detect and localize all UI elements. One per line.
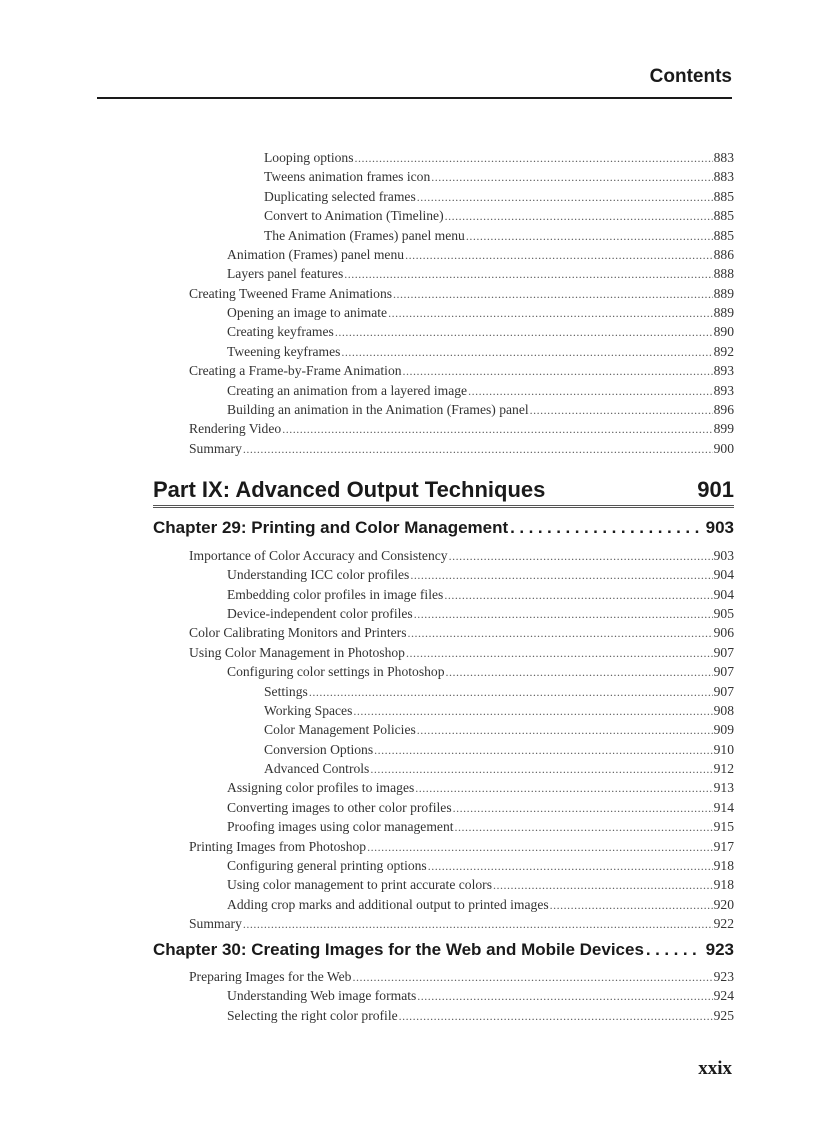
toc-entry-title: Looping options bbox=[264, 150, 354, 165]
toc-entry-title: Embedding color profiles in image files bbox=[227, 587, 444, 602]
toc-entry[interactable] bbox=[0, 914, 734, 934]
toc-entry[interactable] bbox=[0, 284, 734, 304]
toc-entry[interactable] bbox=[0, 264, 734, 284]
toc-entry-page: 920 bbox=[713, 897, 734, 912]
toc-entry[interactable] bbox=[0, 167, 734, 187]
toc-entry[interactable] bbox=[0, 342, 734, 362]
dot-leader bbox=[530, 401, 713, 420]
toc-entry-page: 889 bbox=[713, 305, 734, 320]
toc-entry[interactable] bbox=[0, 643, 734, 663]
dot-leader bbox=[374, 741, 712, 760]
toc-entry-page: 924 bbox=[713, 988, 734, 1003]
toc-entry-title: Color Calibrating Monitors and Printers bbox=[189, 625, 407, 640]
toc-entry-title: Summary bbox=[189, 916, 242, 931]
toc-entry-title: Understanding Web image formats bbox=[227, 988, 417, 1003]
toc-entry-title: Color Management Policies bbox=[264, 722, 416, 737]
toc-entry[interactable] bbox=[0, 565, 734, 585]
toc-entry[interactable] bbox=[0, 439, 734, 459]
toc-entry-title: Adding crop marks and additional output to printed images bbox=[227, 897, 549, 912]
dot-leader bbox=[414, 605, 713, 624]
part-rule bbox=[153, 505, 734, 508]
toc-entry-title: Configuring color settings in Photoshop bbox=[227, 664, 445, 679]
toc-entry[interactable] bbox=[0, 759, 734, 779]
toc-entry-title: Tweening keyframes bbox=[227, 344, 341, 359]
chapter-heading[interactable] bbox=[153, 518, 734, 538]
dot-leader bbox=[444, 586, 712, 605]
dot-leader bbox=[406, 644, 713, 663]
toc-entry-page: 922 bbox=[713, 916, 734, 931]
toc-entry[interactable] bbox=[0, 419, 734, 439]
toc-entry[interactable] bbox=[0, 856, 734, 876]
toc-entry[interactable] bbox=[0, 361, 734, 381]
toc-entry[interactable] bbox=[0, 187, 734, 207]
toc-entry-title: Building an animation in the Animation (Frames) panel bbox=[227, 402, 529, 417]
toc-entry-page: 892 bbox=[713, 344, 734, 359]
chapter-title: Chapter 30: Creating Images for the Web and Mobile Devices bbox=[153, 940, 644, 959]
dot-leader bbox=[405, 246, 713, 265]
toc-entry-title: Tweens animation frames icon bbox=[264, 169, 431, 184]
toc-entry-page: 890 bbox=[713, 324, 734, 339]
dot-leader bbox=[341, 343, 712, 362]
page-folio: xxix bbox=[698, 1058, 732, 1079]
dot-leader bbox=[282, 420, 712, 439]
dot-leader bbox=[388, 304, 713, 323]
part-title: Part IX: Advanced Output Techniques bbox=[153, 477, 546, 502]
toc-entry-title: Rendering Video bbox=[189, 421, 282, 436]
dot-leader bbox=[410, 566, 712, 585]
toc-entry-page: 899 bbox=[713, 421, 734, 436]
dot-leader bbox=[309, 683, 713, 702]
dot-leader bbox=[646, 940, 702, 960]
toc-entry-page: 908 bbox=[713, 703, 734, 718]
toc-entry[interactable] bbox=[0, 720, 734, 740]
toc-entry[interactable] bbox=[0, 798, 734, 818]
toc-entry-page: 903 bbox=[713, 548, 734, 563]
toc-entry-title: Summary bbox=[189, 441, 242, 456]
toc-entry[interactable] bbox=[0, 682, 734, 702]
toc-entry-page: 907 bbox=[713, 664, 734, 679]
chapter-page: 903 bbox=[705, 518, 734, 537]
dot-leader bbox=[445, 207, 713, 226]
toc-entry-title: Creating keyframes bbox=[227, 324, 334, 339]
dot-leader bbox=[367, 838, 713, 857]
toc-entry-title: Working Spaces bbox=[264, 703, 353, 718]
toc-entry[interactable] bbox=[0, 778, 734, 798]
toc-entry[interactable] bbox=[0, 837, 734, 857]
dot-leader bbox=[417, 721, 713, 740]
toc-entry[interactable] bbox=[0, 148, 734, 168]
toc-entry-title: Proofing images using color management bbox=[227, 819, 454, 834]
toc-entry-title: Convert to Animation (Timeline) bbox=[264, 208, 444, 223]
toc-entry-page: 907 bbox=[713, 645, 734, 660]
toc-entry-page: 923 bbox=[713, 969, 734, 984]
toc-entry-title: The Animation (Frames) panel menu bbox=[264, 228, 465, 243]
toc-entry[interactable] bbox=[0, 817, 734, 837]
toc-entry-page: 888 bbox=[713, 266, 734, 281]
toc-entry-page: 925 bbox=[713, 1008, 734, 1023]
toc-entry-page: 913 bbox=[713, 780, 734, 795]
toc-entry-page: 883 bbox=[713, 169, 734, 184]
toc-entry-title: Animation (Frames) panel menu bbox=[227, 247, 405, 262]
toc-entry-page: 885 bbox=[713, 189, 734, 204]
toc-entry[interactable] bbox=[0, 1006, 734, 1026]
part-heading[interactable] bbox=[153, 477, 734, 503]
toc-entry-title: Understanding ICC color profiles bbox=[227, 567, 410, 582]
dot-leader bbox=[493, 876, 713, 895]
toc-entry-title: Using color management to print accurate colors bbox=[227, 877, 492, 892]
toc-entry-title: Using Color Management in Photoshop bbox=[189, 645, 405, 660]
dot-leader bbox=[449, 547, 713, 566]
dot-leader bbox=[415, 779, 712, 798]
dot-leader bbox=[393, 285, 713, 304]
toc-entry-page: 909 bbox=[713, 722, 734, 737]
toc-entry[interactable] bbox=[0, 895, 734, 915]
toc-entry-title: Creating Tweened Frame Animations bbox=[189, 286, 393, 301]
toc-entry-title: Converting images to other color profiles bbox=[227, 800, 452, 815]
dot-leader bbox=[428, 857, 713, 876]
toc-entry-page: 896 bbox=[713, 402, 734, 417]
dot-leader bbox=[399, 1007, 713, 1026]
toc-entry-title: Creating an animation from a layered image bbox=[227, 383, 468, 398]
dot-leader bbox=[550, 896, 713, 915]
toc-entry-page: 885 bbox=[713, 228, 734, 243]
toc-entry[interactable] bbox=[0, 986, 734, 1006]
dot-leader bbox=[417, 188, 713, 207]
chapter-heading[interactable] bbox=[153, 940, 734, 960]
toc-entry-page: 904 bbox=[713, 567, 734, 582]
dot-leader bbox=[353, 702, 712, 721]
dot-leader bbox=[355, 149, 713, 168]
toc-entry-title: Creating a Frame-by-Frame Animation bbox=[189, 363, 402, 378]
dot-leader bbox=[335, 323, 713, 342]
dot-leader bbox=[243, 915, 713, 934]
toc-entry-title: Preparing Images for the Web bbox=[189, 969, 352, 984]
toc-entry-page: 918 bbox=[713, 858, 734, 873]
toc-entry-title: Printing Images from Photoshop bbox=[189, 839, 367, 854]
toc-entry-title: Advanced Controls bbox=[264, 761, 370, 776]
toc-entry-title: Assigning color profiles to images bbox=[227, 780, 415, 795]
toc-entry-title: Selecting the right color profile bbox=[227, 1008, 398, 1023]
toc-entry-page: 900 bbox=[713, 441, 734, 456]
toc-entry[interactable] bbox=[0, 400, 734, 420]
dot-leader bbox=[468, 382, 713, 401]
toc-entry-title: Opening an image to animate bbox=[227, 305, 388, 320]
toc-entry[interactable] bbox=[0, 322, 734, 342]
toc-entry[interactable] bbox=[0, 967, 734, 987]
toc-entry-page: 893 bbox=[713, 363, 734, 378]
toc-entry[interactable] bbox=[0, 701, 734, 721]
toc-entry[interactable] bbox=[0, 226, 734, 246]
toc-entry-title: Settings bbox=[264, 684, 308, 699]
dot-leader bbox=[466, 227, 713, 246]
toc-entry[interactable] bbox=[0, 381, 734, 401]
toc-entry-title: Configuring general printing options bbox=[227, 858, 427, 873]
toc-entry-page: 910 bbox=[713, 742, 734, 757]
dot-leader bbox=[431, 168, 712, 187]
dot-leader bbox=[370, 760, 712, 779]
dot-leader bbox=[417, 987, 712, 1006]
dot-leader bbox=[352, 968, 712, 987]
dot-leader bbox=[403, 362, 713, 381]
chapter-page: 923 bbox=[705, 940, 734, 959]
toc-entry[interactable] bbox=[0, 585, 734, 605]
toc-entry-page: 889 bbox=[713, 286, 734, 301]
toc-entry[interactable] bbox=[0, 875, 734, 895]
toc-entry[interactable] bbox=[0, 303, 734, 323]
toc-entry-page: 906 bbox=[713, 625, 734, 640]
toc-entry[interactable] bbox=[0, 623, 734, 643]
toc-entry[interactable] bbox=[0, 245, 734, 265]
running-head-title: Contents bbox=[649, 66, 732, 87]
dot-leader bbox=[510, 518, 701, 538]
toc-entry[interactable] bbox=[0, 604, 734, 624]
toc-entry-page: 918 bbox=[713, 877, 734, 892]
toc-entry-page: 893 bbox=[713, 383, 734, 398]
toc-entry[interactable] bbox=[0, 662, 734, 682]
toc-entry-title: Importance of Color Accuracy and Consistency bbox=[189, 548, 448, 563]
toc-entry-title: Layers panel features bbox=[227, 266, 344, 281]
dot-leader bbox=[407, 624, 712, 643]
part-page: 901 bbox=[697, 477, 734, 502]
toc-entry-page: 907 bbox=[713, 684, 734, 699]
toc-entry[interactable] bbox=[0, 546, 734, 566]
toc-entry-title: Duplicating selected frames bbox=[264, 189, 416, 204]
toc-entry-page: 912 bbox=[713, 761, 734, 776]
toc-entry-title: Conversion Options bbox=[264, 742, 374, 757]
toc-entry-page: 914 bbox=[713, 800, 734, 815]
toc-entry-page: 886 bbox=[713, 247, 734, 262]
dot-leader bbox=[446, 663, 713, 682]
toc-entry-page: 905 bbox=[713, 606, 734, 621]
toc-entry-page: 917 bbox=[713, 839, 734, 854]
toc-entry-title: Device-independent color profiles bbox=[227, 606, 413, 621]
toc-entry-page: 915 bbox=[713, 819, 734, 834]
toc-entry-page: 904 bbox=[713, 587, 734, 602]
toc-entry[interactable] bbox=[0, 206, 734, 226]
chapter-title: Chapter 29: Printing and Color Management bbox=[153, 518, 509, 537]
toc-entry[interactable] bbox=[0, 740, 734, 760]
dot-leader bbox=[453, 799, 713, 818]
toc-entry-page: 883 bbox=[713, 150, 734, 165]
dot-leader bbox=[243, 440, 713, 459]
toc-entry-page: 885 bbox=[713, 208, 734, 223]
dot-leader bbox=[344, 265, 712, 284]
dot-leader bbox=[455, 818, 713, 837]
